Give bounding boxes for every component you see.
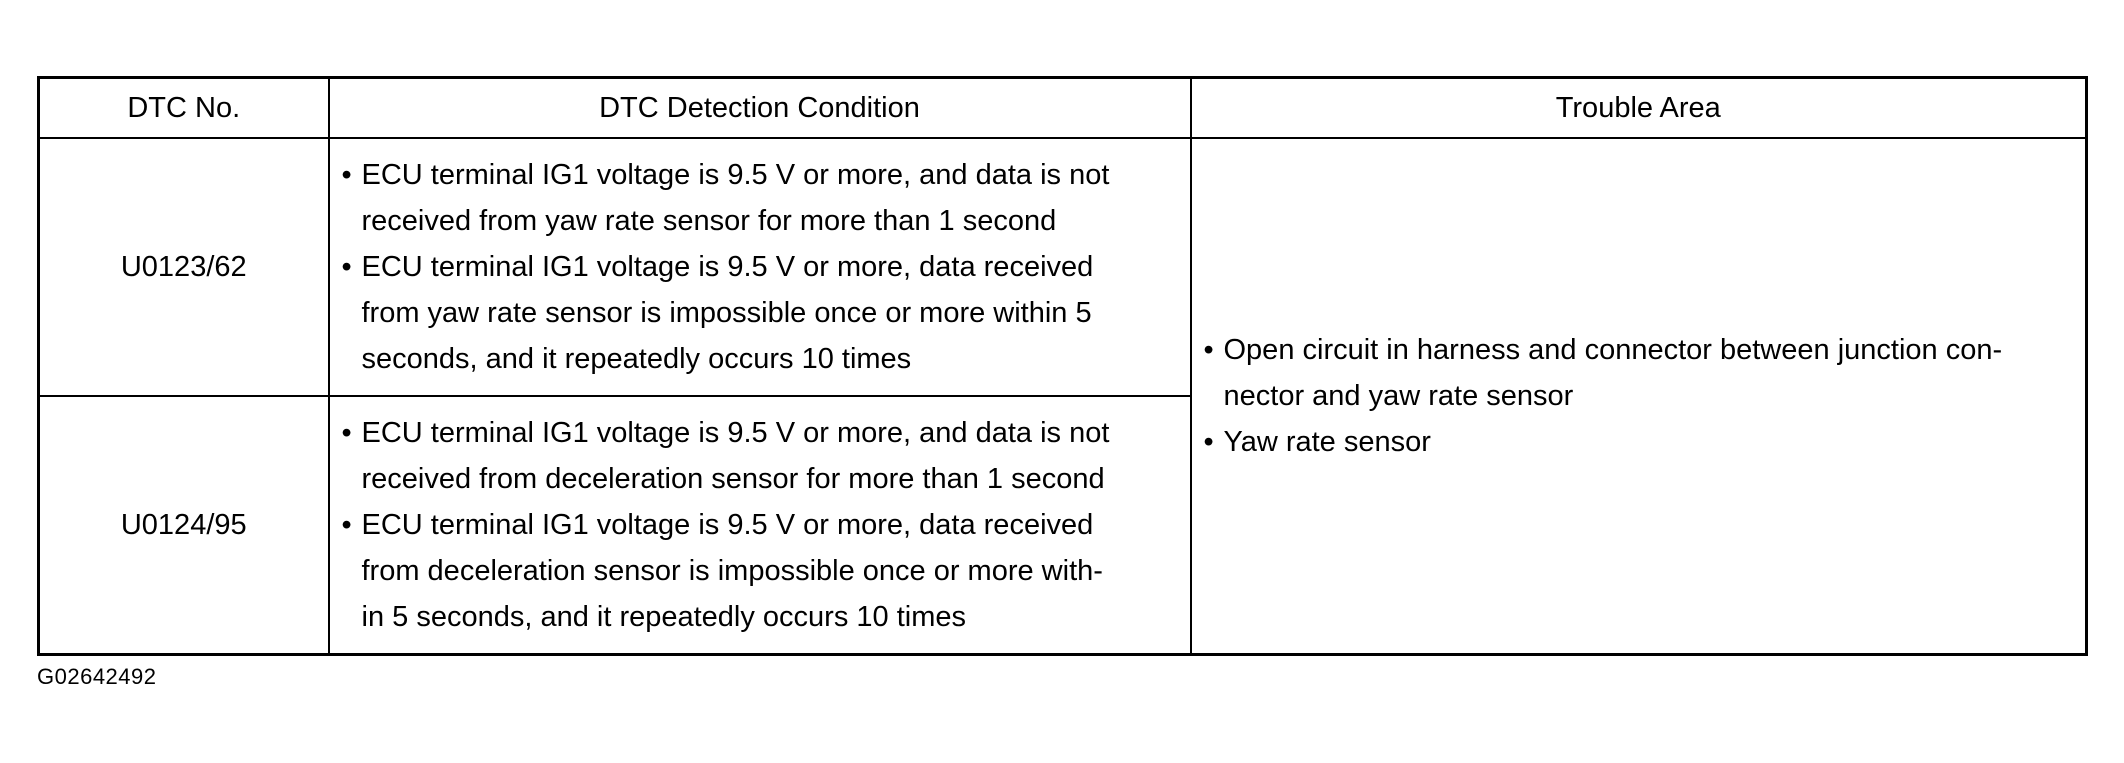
condition-line: seconds, and it repeatedly occurs 10 times [361,343,912,375]
condition-item [342,410,1178,502]
trouble-area-list [1192,319,2086,473]
header-trouble-area: Trouble Area [1191,78,2087,139]
trouble-area-line: • Open circuit in harness and connector between junction con- [1223,334,2003,366]
condition-line: from deceleration sensor is impossible once or more with- [361,555,1103,587]
dtc-code-cell: U0124/95 [39,396,329,655]
table-row [39,138,2087,396]
dtc-code-cell: U0123/62 [39,138,329,396]
condition-line: • ECU terminal IG1 voltage is 9.5 V or more, data received [361,251,1094,283]
dtc-table [37,76,2088,656]
condition-line: from yaw rate sensor is impossible once or more within 5 [361,297,1092,329]
detection-condition-cell [329,138,1191,396]
condition-item [342,244,1178,382]
condition-list [330,402,1190,648]
trouble-area-line: nector and yaw rate sensor [1223,380,1574,412]
condition-line: in 5 seconds, and it repeatedly occurs 10 times [361,601,966,633]
header-detection-condition: DTC Detection Condition [329,78,1191,139]
trouble-area-item [1204,327,2074,419]
table-header-row [39,78,2087,139]
figure-id: G02642492 [37,664,157,689]
condition-line: received from yaw rate sensor for more than 1 second [361,205,1057,237]
condition-item [342,502,1178,640]
detection-condition-cell [329,396,1191,655]
condition-line: received from deceleration sensor for more than 1 second [361,463,1105,495]
condition-item [342,152,1178,244]
condition-line: • ECU terminal IG1 voltage is 9.5 V or more, and data is not [361,417,1110,449]
trouble-area-cell [1191,138,2087,655]
trouble-area-item [1204,419,2074,465]
condition-list [330,144,1190,390]
header-dtc-no: DTC No. [39,78,329,139]
condition-line: • ECU terminal IG1 voltage is 9.5 V or more, data received [361,509,1094,541]
trouble-area-line: • Yaw rate sensor [1223,426,1431,458]
condition-line: • ECU terminal IG1 voltage is 9.5 V or more, and data is not [361,159,1110,191]
